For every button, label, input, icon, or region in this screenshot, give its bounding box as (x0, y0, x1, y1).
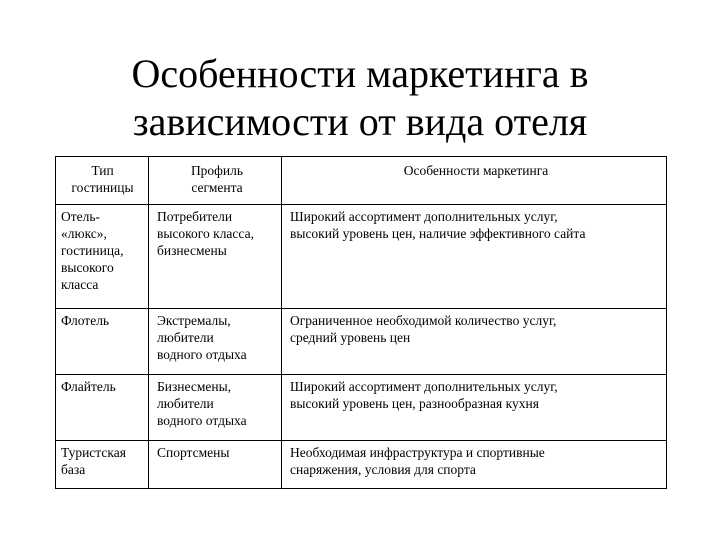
table-row (56, 205, 667, 309)
title-line-1: Особенности маркетинга в (131, 51, 589, 96)
title-line-2: зависимости от вида отеля (132, 99, 588, 144)
header-profile: Профиль сегмента (149, 157, 282, 205)
table-row (56, 309, 667, 375)
cell-type: Флайтель (56, 375, 149, 441)
table-row (56, 375, 667, 441)
cell-profile: Бизнесмены, любители водного отдыха (149, 375, 282, 441)
slide-title (40, 50, 680, 146)
cell-profile: Потребители высокого класса, бизнесмены (149, 205, 282, 309)
table-header-row (56, 157, 667, 205)
cell-marketing: Широкий ассортимент дополнительных услуг, высокий уровень цен, наличие эффективного сайта (282, 205, 667, 309)
header-marketing: Особенности маркетинга (282, 157, 667, 205)
cell-marketing: Необходимая инфраструктура и спортивные снаряжения, условия для спорта (282, 441, 667, 489)
cell-type: Флотель (56, 309, 149, 375)
cell-marketing: Широкий ассортимент дополнительных услуг, высокий уровень цен, разнообразная кухня (282, 375, 667, 441)
header-type: Тип гостиницы (56, 157, 149, 205)
cell-profile: Экстремалы, любители водного отдыха (149, 309, 282, 375)
cell-profile: Спортсмены (149, 441, 282, 489)
cell-type: Туристская база (56, 441, 149, 489)
cell-marketing: Ограниченное необходимой количество услуг, средний уровень цен (282, 309, 667, 375)
table-row (56, 441, 667, 489)
hotel-marketing-table (55, 156, 667, 489)
cell-type: Отель- «люкс», гостиница, высокого класса (56, 205, 149, 309)
